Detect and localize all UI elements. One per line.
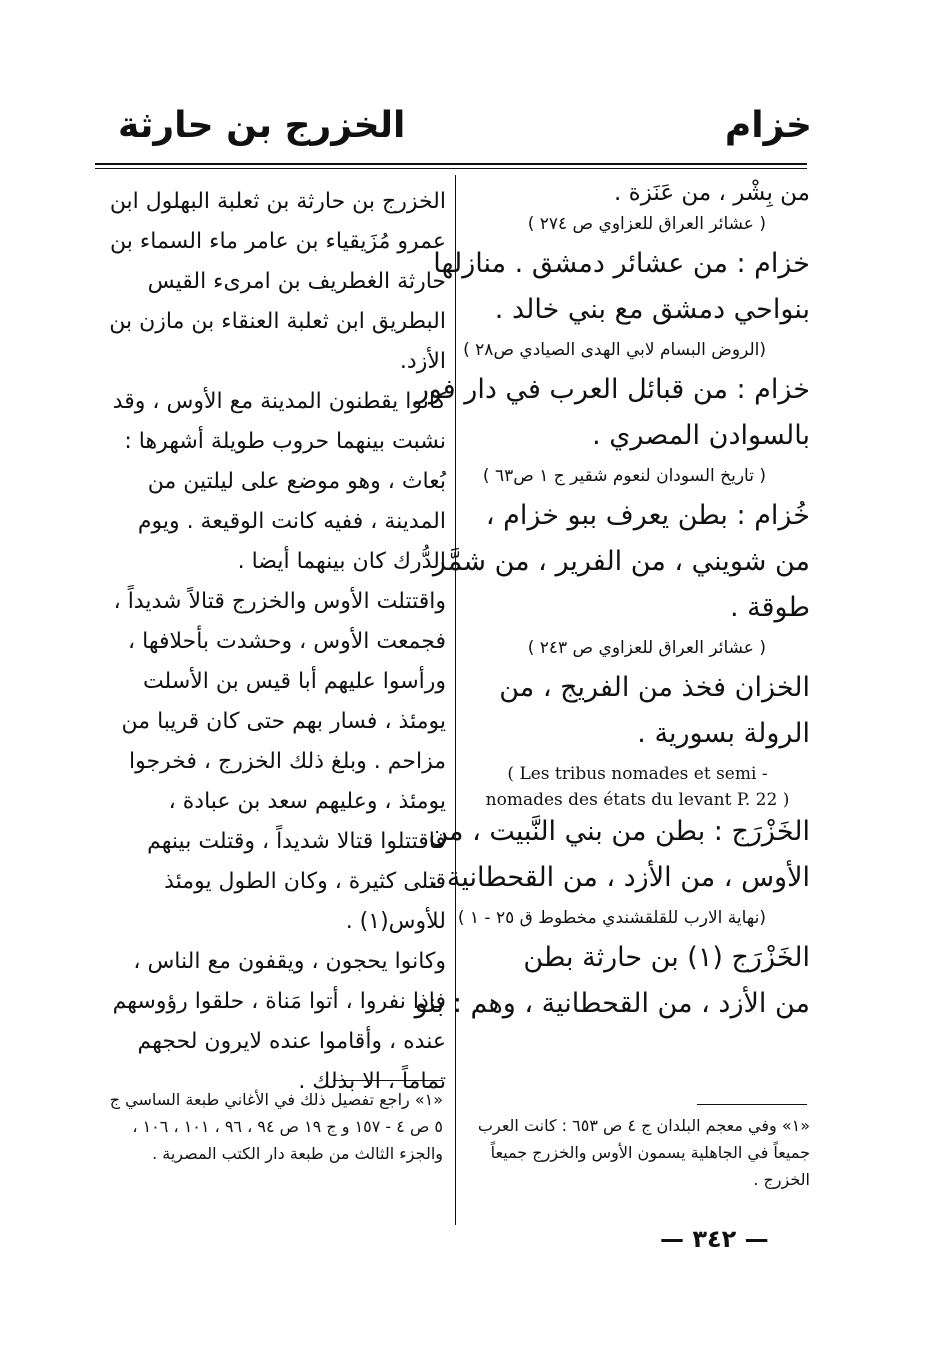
latin-citation-line: ( Les tribus nomades et semi - (507, 764, 768, 784)
body-paragraph: وكانوا يحجون ، ويقفون مع الناس ، فاذا نفروا ، أتوا مَناة ، حلقوا رؤوسهم عنده ، وأقاموا عنده لايرون لحجهم تماماً ، الا بذلك . (112, 949, 446, 1094)
column-divider (455, 175, 456, 1225)
entry-heading-line: خُزام : بطن يعرف ببو خزام ، (485, 500, 810, 531)
citation-line: ( تاريخ السودان لنعوم شقير ج ١ ص٦٣ ) (482, 466, 766, 486)
footnote-rule (697, 1104, 807, 1105)
entry-heading-line: الخزان فخذ من الفريج ، من (499, 672, 810, 703)
left-footnote: «١» راجع تفصيل ذلك في الأغاني طبعة الساسي ج ٥ ص ٤ - ١٥٧ و ج ١٩ ص ٩٤ ، ٩٦ ، ١٠١ ، ١٠٦ ، والجزء الثالث من طبعة دار الكتب المصرية . (109, 1090, 443, 1163)
right-header-title: خزام (724, 105, 812, 146)
body-paragraph: كانوا يقطنون المدينة مع الأوس ، وقد نشبت بينهما حروب طويلة أشهرها : بُعاث ، وهو موضع على ليلتين من المدينة ، ففيه كانت الوقيعة . ويوم الدُّرك كان بينهما أيضا . (112, 389, 446, 574)
text-line: بنواحي دمشق مع بني خالد . (494, 294, 810, 325)
citation-line: (الروض البسام لابي الهدى الصيادي ص٢٨ ) (463, 340, 766, 360)
right-column (414, 180, 810, 1036)
text-line: طوقة . (730, 592, 810, 623)
entry-heading-line: خزام : من قبائل العرب في دار فور (415, 374, 810, 405)
entry-heading-line: الخَزْرَج (١) بن حارثة بطن (523, 942, 810, 973)
citation-line: ( عشائر العراق للعزاوي ص ٢٤٣ ) (527, 638, 766, 658)
text-line: بالسوادن المصري . (592, 420, 810, 451)
entry-heading-line: الخَزْرَج : بطن من بني النَّبيت ، من (428, 816, 810, 847)
page-number: — ٣٤٢ — (660, 1225, 769, 1253)
footnote-rule (333, 1080, 443, 1081)
right-footnote: «١» وفي معجم البلدان ج ٤ ص ٦٥٣ : كانت العرب جميعاً في الجاهلية يسمون الأوس والخزرج جميعاً الخزرج . (477, 1116, 810, 1189)
entry-heading-line: خزام : من عشائر دمشق . منازلها (433, 248, 810, 279)
text-line: من بِشْر ، من عَنَزة . (614, 180, 810, 206)
body-paragraph: واقتتلت الأوس والخزرج قتالاً شديداً ، فجمعت الأوس ، وحشدت بأحلافها ، ورأسوا عليهم أبا قيس بن الأسلت يومئذ ، فسار بهم حتى كان قريبا من مزاحم . وبلغ ذلك الخزرج ، فخرجوا يومئذ ، وعليهم سعد بن عبادة ، فاقتتلوا قتالا شديداً ، وقتلت بينهم قتلى كثيرة ، وكان الطول يومئذ للأوس(١) . (113, 589, 446, 934)
text-line: من الأزد ، من القحطانية ، وهم : بنو (414, 988, 810, 1019)
intro-paragraph: الخزرج بن حارثة بن ثعلبة البهلول ابن عمرو مُزَيقياء بن عامر ماء السماء بن حارثة الغطريف بن امرىء القيس البطريق ابن ثعلبة العنقاء بن مازن بن الأزد. (109, 189, 446, 374)
text-line: الأوس ، من الأزد ، من القحطانية . (429, 862, 810, 893)
header-rule (95, 163, 807, 165)
citation-line: (نهاية الارب للقلقشندي مخطوط ق ٢٥ - ١ ) (457, 908, 766, 928)
text-line: من شويني ، من الفرير ، من شمَّر (432, 546, 810, 577)
left-header-title: الخزرج بن حارثة (118, 105, 406, 146)
left-column (98, 182, 446, 1102)
header-rule-thin (95, 168, 807, 169)
citation-line: ( عشائر العراق للعزاوي ص ٢٧٤ ) (527, 214, 766, 234)
latin-citation-line: nomades des états du levant P. 22 ) (485, 790, 790, 810)
text-line: الرولة بسورية . (637, 718, 810, 749)
